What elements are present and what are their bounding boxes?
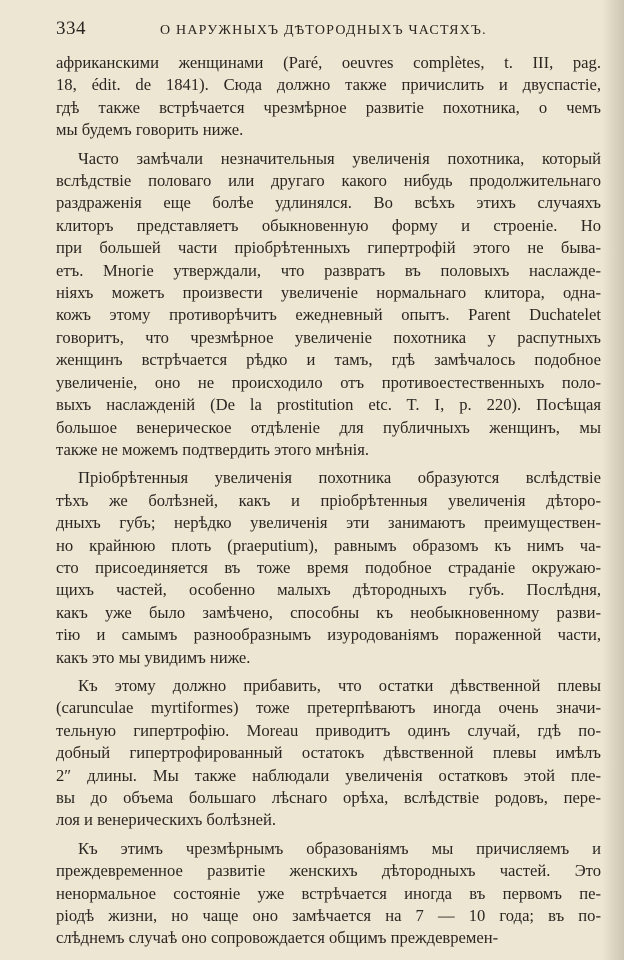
text-line: при большей части пріобрѣтенныхъ гипертрофій этого не быва- — [56, 238, 601, 258]
text-line: мы будемъ говорить ниже. — [56, 120, 244, 140]
text-line: вслѣдствіе половаго или другаго какого нибудь продолжительнаго — [56, 171, 601, 191]
text-line: сто присоединяется въ тоже время подобное страданіе окружаю- — [56, 557, 601, 577]
running-title: О НАРУЖНЫХЪ ДѢТОРОДНЫХЪ ЧАСТЯХЪ. — [160, 23, 487, 38]
text-line: африканскими женщинами (Paré, oeuvres complètes, t. III, pag. — [56, 53, 601, 72]
text-line: тельную гипертрофію. Moreau приводитъ одинъ случай, гдѣ по- — [56, 720, 601, 740]
text-line: ріодѣ жизни, но чаще оно замѣчается на 7 — 10 года; въ по- — [56, 906, 601, 926]
text-line: гдѣ также встрѣчается чрезмѣрное развитіе похотника, о чемъ — [56, 97, 601, 117]
text-line: Пріобрѣтенныя увеличенія похотника образуются вслѣдствіе — [78, 468, 601, 488]
page-number: 334 — [56, 18, 86, 39]
text-line: Къ этимъ чрезмѣрнымъ образованіямъ мы причисляемъ и — [78, 838, 601, 858]
text-line: женщинъ встрѣчается рѣдко и тамъ, гдѣ замѣчалось подобное — [56, 350, 601, 370]
text-line: Къ этому должно прибавить, что остатки дѣвственной плевы — [78, 675, 601, 695]
text-line: кожъ этому противорѣчитъ ежедневный опытъ. Parent Duchatelet — [56, 305, 601, 325]
text-line: какъ это мы увидимъ ниже. — [56, 647, 251, 667]
text-line: клиторъ представляетъ обыкновенную форму и строеніе. Но — [56, 215, 601, 235]
text-line: вы до объема большаго лѣснаго орѣха, вслѣдствіе родовъ, пере- — [56, 788, 601, 807]
text-line: также не можемъ подтвердить этого мнѣнія. — [56, 439, 370, 459]
text-line: дныхъ губъ; нерѣдко увеличенія эти занимаютъ преимуществен- — [56, 513, 601, 533]
text-line: етъ. Многіе утверждали, что развратъ въ половыхъ наслажде- — [56, 260, 601, 280]
page-header — [56, 18, 596, 44]
text-line: увеличеніе, оно не происходило отъ противоестественныхъ поло- — [56, 372, 601, 392]
text-line: тію и самымъ разнообразнымъ изуродованіямъ пораженной части, — [56, 625, 601, 645]
text-line: ніяхъ можетъ произвести увеличеніе нормальнаго клитора, одна- — [56, 283, 601, 303]
text-line: 2″ длины. Мы также наблюдали увеличенія остатковъ этой пле- — [56, 765, 601, 785]
text-line: (carunculae myrtiformes) тоже претерпѣваютъ иногда очень значи- — [56, 698, 601, 718]
text-line: преждевременное развитіе женскихъ дѣтородныхъ частей. Это — [56, 861, 601, 881]
text-line: говоритъ, что чрезмѣрное увеличеніе похотника у распутныхъ — [56, 327, 601, 347]
text-line: выхъ наслажденій (De la prostitution etc. T. I, p. 220). Посѣщая — [56, 395, 601, 415]
paragraph — [56, 52, 601, 142]
text-line: какъ уже было замѣчено, способны къ необыкновенному разви- — [56, 602, 601, 622]
paragraph — [56, 675, 601, 832]
body-text — [56, 52, 601, 950]
text-line: Часто замѣчали незначительныя увеличенія похотника, который — [78, 148, 601, 168]
text-line: раздраженія еще болѣе удлинялся. Во всѣхъ этихъ случаяхъ — [56, 193, 601, 213]
text-line: щихъ частей, особенно малыхъ дѣтородныхъ губъ. Послѣдня, — [56, 580, 601, 600]
text-line: тѣхъ же болѣзней, какъ и пріобрѣтенныя увеличенія дѣторо- — [56, 490, 601, 510]
text-line: слѣднемъ случаѣ оно сопровождается общимъ преждевремен- — [56, 928, 499, 948]
text-line: большое венерическое отдѣленіе для публичныхъ женщинъ, мы — [56, 417, 601, 437]
text-line: но крайнюю плоть (praeputium), равнымъ образомъ къ нимъ ча- — [56, 535, 601, 555]
text-line: ненормальное состояніе уже встрѣчается иногда въ первомъ пе- — [56, 883, 601, 903]
paragraph — [56, 148, 601, 462]
text-line: 18, édit. de 1841). Сюда должно также причислить и двуспастіе, — [56, 75, 601, 95]
page-edge-shadow — [602, 0, 624, 960]
text-line: лоя и венерическихъ болѣзней. — [56, 810, 277, 830]
text-line: добный гипертрофированный остатокъ дѣвственной плевы имѣлъ — [56, 743, 601, 763]
paragraph — [56, 467, 601, 669]
paragraph — [56, 838, 601, 950]
